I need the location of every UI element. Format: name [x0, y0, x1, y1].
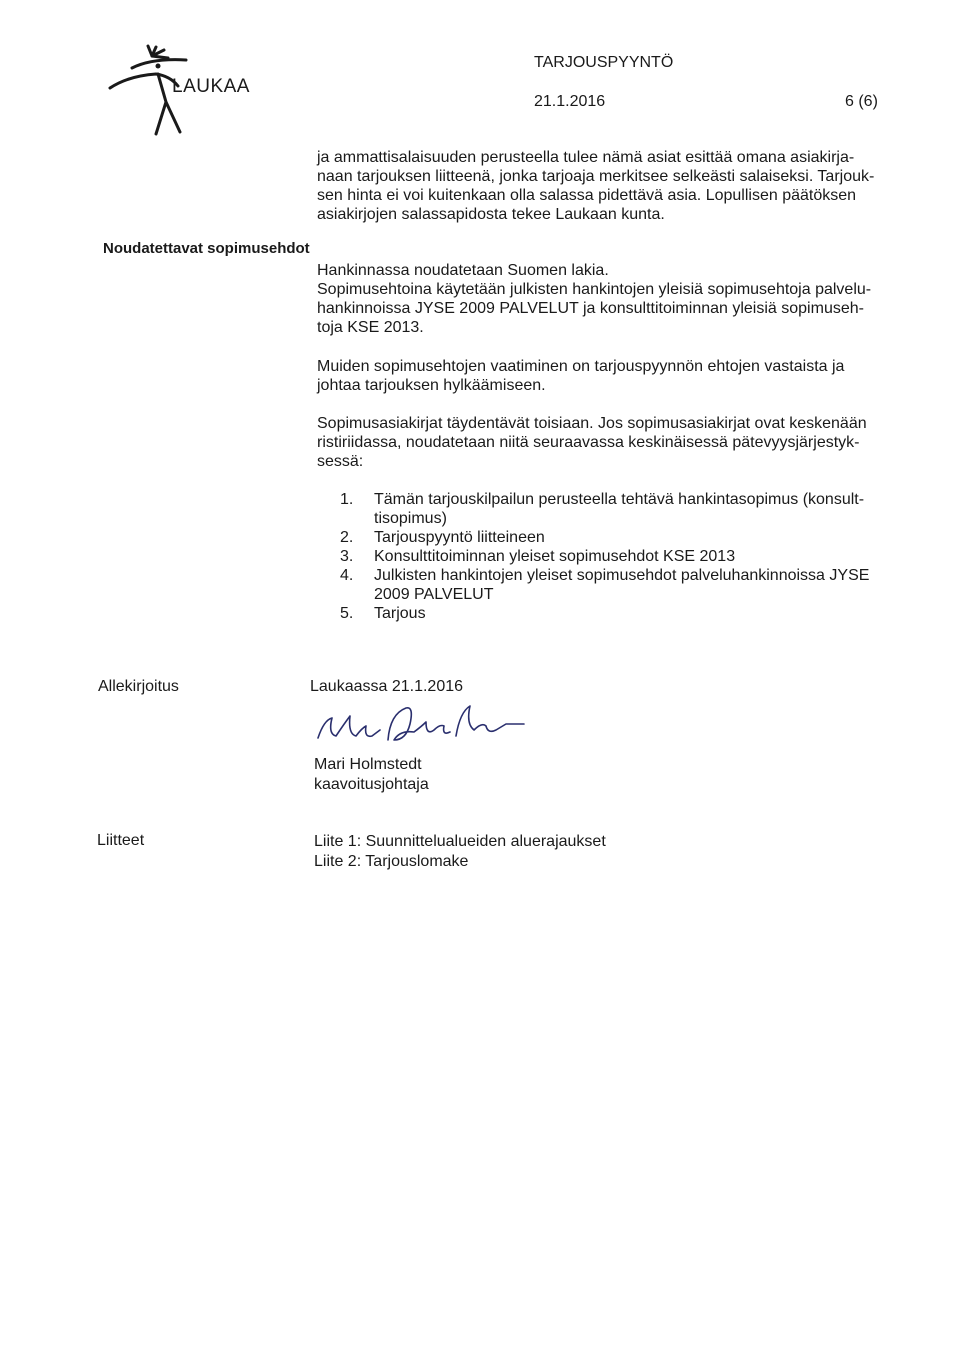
list-text: Tämän tarjouskilpailun perusteella tehtävä hankintasopimus (konsult- tisopimus) [374, 491, 865, 527]
paragraph-other-terms: Muiden sopimusehtojen vaatiminen on tarjouspyynnön ehtojen vastaista ja johtaa tarjouksen hylkäämiseen. [317, 358, 845, 394]
section-title: Noudatettavat sopimusehdot [103, 240, 310, 257]
attachments-label: Liitteet [97, 832, 145, 849]
list-item [340, 490, 900, 528]
logo-wordmark: LAUKAA [172, 76, 250, 97]
attachment-item: Liite 2: Tarjouslomake [314, 853, 469, 870]
list-text: Konsulttitoiminnan yleiset sopimusehdot KSE 2013 [374, 548, 736, 565]
precedence-list [340, 490, 900, 623]
list-text: Tarjouspyyntö liitteineen [374, 529, 545, 546]
list-text: Julkisten hankintojen yleiset sopimusehdot palveluhankinnoissa JYSE 2009 PALVELUT [374, 567, 870, 603]
list-number: 3. [340, 548, 354, 565]
signer-title: kaavoitusjohtaja [314, 776, 429, 793]
list-number: 4. [340, 567, 354, 584]
handwritten-signature [310, 700, 550, 760]
list-item [340, 528, 900, 547]
list-item [340, 547, 900, 566]
list-item [340, 566, 900, 604]
list-item [340, 604, 900, 623]
place-date: Laukaassa 21.1.2016 [310, 678, 464, 695]
list-number: 5. [340, 605, 354, 622]
paragraph-law: Hankinnassa noudatetaan Suomen lakia. Sopimusehtoina käytetään julkisten hankintojen yleisiä sopimusehtoja palvelu- hankinnoissa JYSE 2009 PALVELUT ja konsulttitoiminnan yleisiä sopimuseh- toja KSE 2013. [317, 262, 872, 336]
page-number: 6 (6) [845, 93, 878, 110]
signer-name: Mari Holmstedt [314, 756, 422, 773]
document-type: TARJOUSPYYNTÖ [534, 54, 674, 71]
paragraph-precedence: Sopimusasiakirjat täydentävät toisiaan. Jos sopimusasiakirjat ovat keskenään ristiriidassa, noudatetaan niitä seuraavassa keskinäisessä pätevyysjärjestyk- sessä: [317, 415, 867, 470]
list-number: 2. [340, 529, 354, 546]
intro-paragraph: ja ammattisalaisuuden perusteella tulee nämä asiat esittää omana asiakirja- naan tarjouksen liitteenä, jonka tarjoaja merkitsee selkeästi salaiseksi. Tarjouk- sen hinta ei voi kuitenkaan olla salassa pidettävä asia. Lopullisen päätöksen asiakirjojen salassapidosta tekee Laukaan kunta. [317, 149, 875, 223]
document-date: 21.1.2016 [534, 93, 606, 110]
list-text: Tarjous [374, 605, 426, 622]
signature-label: Allekirjoitus [98, 678, 179, 695]
list-number: 1. [340, 491, 354, 508]
attachment-item: Liite 1: Suunnittelualueiden aluerajaukset [314, 833, 606, 850]
